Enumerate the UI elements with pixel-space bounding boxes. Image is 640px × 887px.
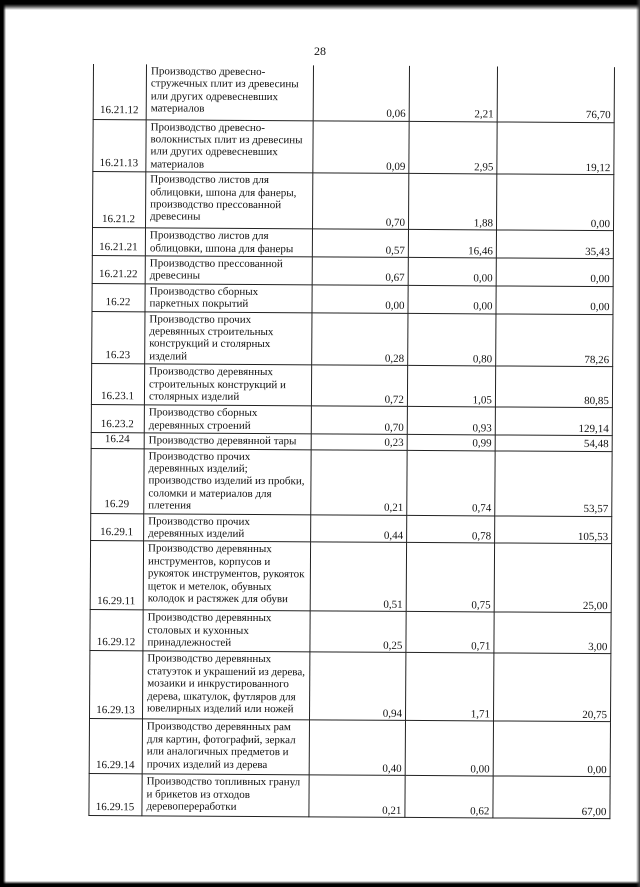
row-value-1-cell: 0,09 — [313, 120, 409, 173]
table-row — [93, 119, 614, 175]
scan-border-left — [0, 0, 6, 887]
row-value-1-cell: 0,06 — [313, 65, 409, 121]
table-row — [92, 255, 613, 286]
row-code-cell: 16.21.13 — [93, 119, 146, 172]
row-name-cell: Производство деревянных статуэток и украшений из дерева, мозаики и инкрустированного дерева, шкатулок, футляров для ювелирных изделий или ножей — [142, 651, 309, 720]
row-value-2-cell: 0,93 — [407, 407, 495, 436]
row-name-cell: Производство деревянных инструментов, корпусов и рукояток инструментов, рукояток щеток и метелок, обувных колодок и растяжек для обуви — [143, 541, 310, 611]
row-value-3-cell: 0,00 — [493, 721, 610, 777]
row-value-1-cell: 0,67 — [312, 257, 408, 285]
row-value-2-cell: 0,71 — [406, 612, 494, 654]
table-row — [89, 774, 610, 819]
row-code-cell: 16.29.14 — [89, 719, 142, 774]
row-code-cell: 16.29.12 — [90, 610, 143, 651]
row-name-cell: Производство прессованной древесины — [145, 256, 312, 285]
table-row — [92, 228, 613, 259]
row-value-1-cell: 0,23 — [311, 434, 407, 450]
row-name-cell: Производство прочих деревянных изделий — [144, 513, 311, 542]
row-code-cell: 16.29.13 — [89, 651, 142, 719]
row-code-cell: 16.22 — [92, 283, 145, 311]
row-value-3-cell: 67,00 — [493, 776, 610, 819]
table-row — [89, 651, 610, 722]
row-value-2-cell: 0,62 — [405, 776, 493, 819]
row-code-cell: 16.29.1 — [91, 513, 144, 541]
row-value-3-cell: 0,00 — [496, 286, 613, 315]
row-name-cell: Производство листов для облицовки, шпона для фанеры — [145, 228, 312, 257]
row-value-2-cell: 16,46 — [408, 230, 496, 258]
row-value-1-cell: 0,57 — [312, 229, 408, 257]
row-code-cell: 16.24 — [91, 433, 144, 449]
table-row — [90, 541, 611, 613]
row-name-cell: Производство листов для облицовки, шпона для фанеры, производство прессованной древесины — [145, 172, 312, 229]
row-code-cell: 16.21.12 — [93, 64, 146, 119]
row-value-1-cell: 0,00 — [312, 285, 408, 313]
row-name-cell: Производство деревянной тары — [144, 433, 311, 449]
table-row — [93, 172, 614, 231]
row-code-cell: 16.29 — [91, 448, 144, 513]
row-value-2-cell: 0,00 — [408, 257, 496, 285]
table-row — [89, 719, 610, 777]
row-value-3-cell: 129,14 — [495, 407, 612, 436]
indicator-table-body — [89, 64, 615, 819]
row-code-cell: 16.23.1 — [91, 364, 144, 405]
row-value-2-cell: 1,88 — [408, 174, 496, 231]
row-code-cell: 16.21.21 — [92, 228, 145, 256]
row-value-3-cell: 78,26 — [496, 314, 613, 367]
table-row — [91, 513, 612, 544]
scan-border-bottom — [0, 881, 640, 887]
table-row — [91, 405, 612, 436]
row-value-3-cell: 25,00 — [494, 543, 611, 613]
document-sheet — [88, 64, 615, 820]
row-code-cell: 16.29.11 — [90, 541, 143, 610]
row-value-1-cell: 0,51 — [310, 542, 406, 612]
row-name-cell: Производство сборных деревянных строений — [144, 405, 311, 434]
row-value-3-cell: 3,00 — [494, 612, 611, 654]
row-name-cell: Производство прочих деревянных строительных конструкций и столярных изделий — [145, 311, 312, 365]
row-value-1-cell: 0,94 — [309, 652, 405, 721]
row-value-1-cell: 0,70 — [312, 173, 408, 230]
row-value-1-cell: 0,72 — [311, 365, 407, 407]
row-value-3-cell: 54,48 — [495, 435, 612, 451]
table-row — [91, 364, 612, 408]
row-name-cell: Производство сборных паркетных покрытий — [145, 284, 312, 313]
row-value-3-cell: 105,53 — [495, 516, 612, 545]
scan-border-top — [0, 0, 640, 10]
row-value-1-cell: 0,44 — [311, 514, 407, 542]
table-row — [90, 610, 611, 654]
row-value-3-cell: 20,75 — [493, 653, 610, 722]
row-value-2-cell: 0,80 — [408, 313, 496, 366]
row-value-2-cell: 0,75 — [406, 543, 494, 613]
row-code-cell: 16.21.22 — [92, 255, 145, 283]
page-number: 28 — [314, 44, 326, 58]
indicator-table — [88, 64, 615, 820]
row-name-cell: Производство древесно-волокнистых плит из древесины или других одревесневших материалов — [146, 119, 313, 173]
row-value-2-cell: 2,21 — [409, 66, 497, 122]
row-value-2-cell: 1,05 — [407, 366, 495, 408]
row-name-cell: Производство деревянных строительных конструкций и столярных изделий — [144, 364, 311, 406]
table-row — [93, 64, 614, 122]
row-name-cell: Производство деревянных рам для картин, фотографий, зеркал или аналогичных предметов и прочих изделий из дерева — [142, 719, 309, 775]
row-code-cell: 16.23 — [92, 311, 145, 364]
row-name-cell: Производство древесно-стружечных плит из древесины или других одревесневших материалов — [146, 64, 313, 120]
row-value-1-cell: 0,70 — [311, 406, 407, 435]
table-row — [91, 448, 612, 516]
row-value-1-cell: 0,28 — [312, 312, 408, 365]
row-value-2-cell: 0,99 — [407, 435, 495, 451]
row-value-3-cell: 0,00 — [496, 258, 613, 287]
row-value-1-cell: 0,40 — [309, 720, 405, 776]
row-value-1-cell: 0,25 — [310, 611, 406, 653]
row-value-1-cell: 0,21 — [311, 449, 407, 515]
row-value-2-cell: 1,71 — [405, 653, 493, 722]
row-value-3-cell: 0,00 — [496, 174, 613, 231]
row-value-3-cell: 19,12 — [497, 121, 614, 174]
scan-border-right — [636, 0, 640, 887]
row-value-2-cell: 0,78 — [407, 515, 495, 543]
table-row — [92, 283, 613, 314]
row-value-3-cell: 80,85 — [495, 366, 612, 408]
row-value-2-cell: 0,00 — [405, 721, 493, 777]
row-value-2-cell: 0,74 — [407, 450, 495, 516]
row-code-cell: 16.21.2 — [93, 172, 146, 228]
row-value-3-cell: 35,43 — [496, 230, 613, 259]
row-value-3-cell: 53,57 — [495, 451, 612, 517]
row-code-cell: 16.29.15 — [89, 774, 142, 816]
table-row — [92, 311, 613, 367]
row-value-1-cell: 0,21 — [309, 775, 405, 818]
row-value-2-cell: 2,95 — [409, 121, 497, 174]
row-value-2-cell: 0,00 — [408, 285, 496, 313]
row-name-cell: Производство топливных гранул и брикетов из отходов деревопереработки — [142, 774, 309, 817]
row-value-3-cell: 76,70 — [497, 66, 614, 122]
row-name-cell: Производство прочих деревянных изделий; производство изделий из пробки, соломки и материалов для плетения — [144, 448, 311, 514]
row-name-cell: Производство деревянных столовых и кухонных принадлежностей — [143, 610, 310, 652]
row-code-cell: 16.23.2 — [91, 405, 144, 433]
